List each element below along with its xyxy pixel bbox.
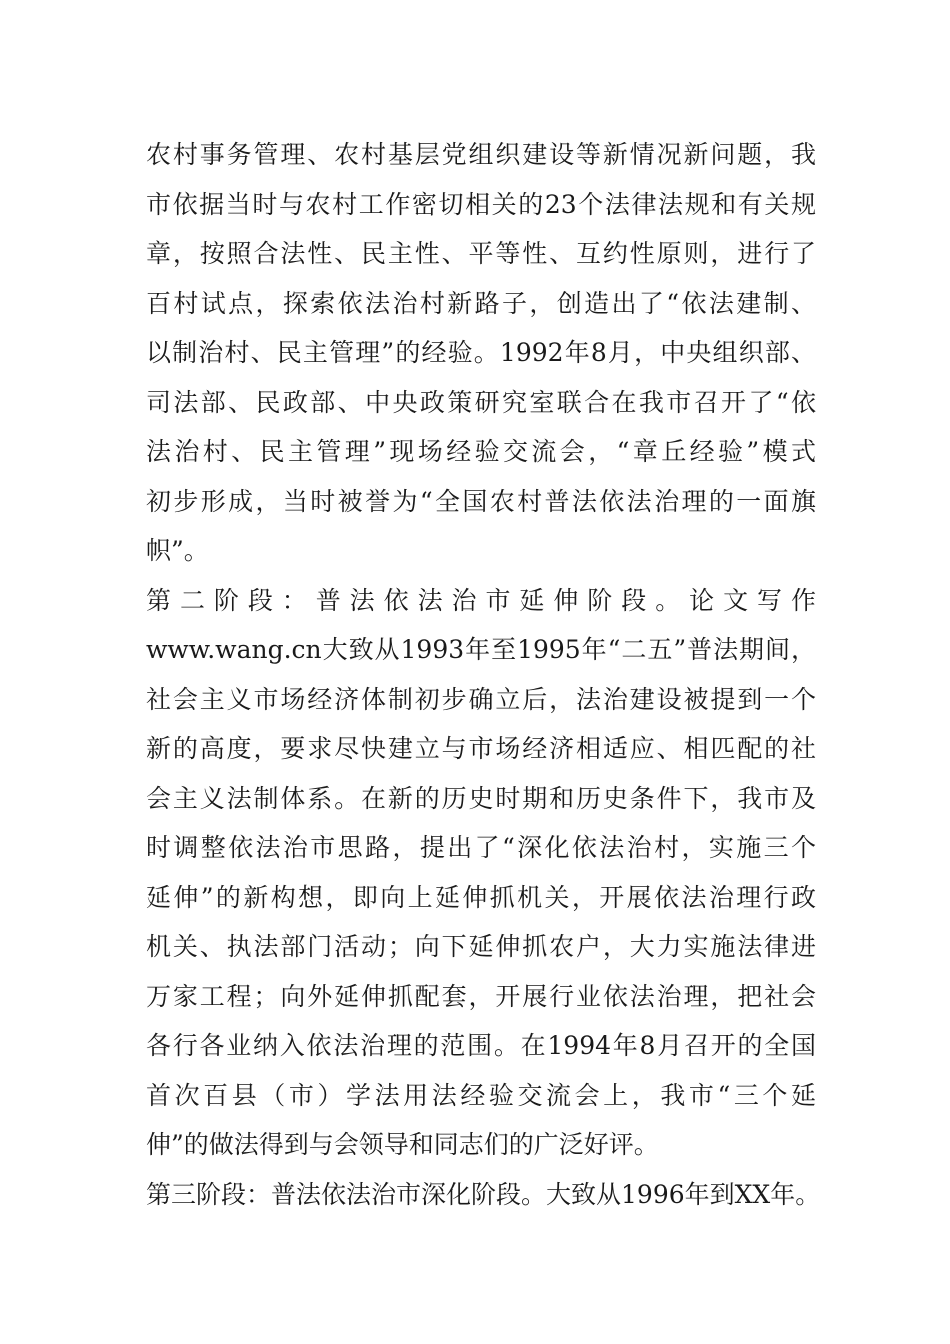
- text-line-16: 延伸”的新构想，即向上延伸抓机关，开展依法治理行政: [146, 882, 816, 912]
- text-line-21: 伸”的做法得到与会领导和同志们的广泛好评。: [146, 1130, 659, 1159]
- text-line-20: 首次百县（市）学法用法经验交流会上，我市“三个延: [146, 1080, 816, 1110]
- text-line-22: 第三阶段：普法依法治市深化阶段。大致从1996年到XX年。: [146, 1179, 821, 1209]
- text-line-1: 农村事务管理、农村基层党组织建设等新情况新问题，我: [146, 140, 816, 169]
- text-line-13: 新的高度，要求尽快建立与市场经济相适应、相匹配的社: [146, 734, 816, 763]
- text-line-2: 市依据当时与农村工作密切相关的23个法律法规和有关规: [146, 189, 816, 219]
- document-body: [146, 130, 821, 1219]
- text-line-3: 章，按照合法性、民主性、平等性、互约性原则，进行了: [146, 239, 816, 268]
- text-line-6: 司法部、民政部、中央政策研究室联合在我市召开了“依: [146, 387, 816, 417]
- text-line-4: 百村试点，探索依法治村新路子，创造出了“依法建制、: [146, 288, 816, 318]
- text-line-12: 社会主义市场经济体制初步确立后，法治建设被提到一个: [146, 684, 816, 714]
- text-line-7: 法治村、民主管理”现场经验交流会，“章丘经验”模式: [146, 437, 816, 466]
- text-line-18: 万家工程；向外延伸抓配套，开展行业依法治理，把社会: [146, 981, 816, 1011]
- text-line-8: 初步形成，当时被誉为“全国农村普法依法治理的一面旗: [146, 486, 816, 516]
- text-line-14: 会主义法制体系。在新的历史时期和历史条件下，我市及: [146, 783, 816, 813]
- text-line-15: 时调整依法治市思路，提出了“深化依法治村，实施三个: [146, 833, 816, 862]
- text-line-9: 帜”。: [146, 536, 209, 565]
- text-line-17: 机关、执法部门活动；向下延伸抓农户，大力实施法律进: [146, 932, 816, 961]
- text-line-11: www.wang.cn大致从1993年至1995年“二五”普法期间，: [146, 635, 816, 664]
- text-line-19: 各行各业纳入依法治理的范围。在1994年8月召开的全国: [146, 1031, 816, 1060]
- text-line-5: 以制治村、民主管理”的经验。1992年8月，中央组织部、: [146, 338, 816, 367]
- text-line-10: 第二阶段：普法依法治市延伸阶段。论文写作: [146, 585, 816, 615]
